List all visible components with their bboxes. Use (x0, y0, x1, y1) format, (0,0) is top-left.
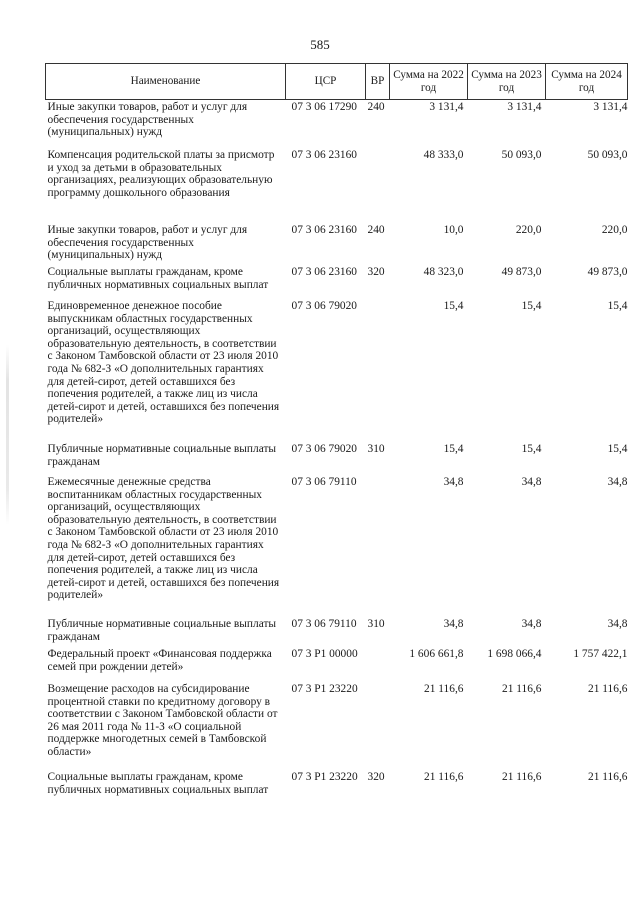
header-csr: ЦСР (286, 64, 366, 100)
row-vr (366, 299, 390, 442)
table-row (46, 617, 628, 647)
row-sum-2024: 220,0 (601, 224, 628, 236)
row-sum-2023: 50 093,0 (501, 149, 542, 161)
row-name: Публичные нормативные социальные выплаты гражданам (47, 618, 277, 643)
row-sum-2024: 50 093,0 (587, 149, 628, 161)
row-sum-2023: 34,8 (521, 476, 542, 488)
row-sum-2023: 15,4 (521, 443, 542, 455)
row-csr: 07 3 06 23160 (291, 266, 357, 278)
row-sum-2024: 15,4 (607, 300, 628, 312)
table-row (46, 299, 628, 442)
row-sum-2022: 3 131,4 (429, 101, 464, 113)
header-sum-2024: Сумма на 2024 год (546, 64, 628, 100)
row-sum-2023: 34,8 (521, 618, 542, 630)
row-sum-2022: 48 323,0 (423, 266, 464, 278)
row-sum-2024: 34,8 (607, 618, 628, 630)
table-header (46, 64, 628, 100)
row-csr: 07 3 P1 00000 (291, 648, 358, 660)
row-vr: 320 (367, 266, 385, 278)
table-row (46, 100, 628, 149)
row-sum-2023: 1 698 066,4 (487, 648, 542, 660)
table-row (46, 682, 628, 770)
row-name: Компенсация родительской платы за присмотр и уход за детьми в образовательных организациях, реализующих образовательную программу дошкольного образования (47, 149, 275, 199)
row-vr (366, 475, 390, 617)
row-csr: 07 3 06 17290 (291, 101, 357, 113)
row-csr: 07 3 P1 23220 (291, 683, 358, 695)
table-row (46, 223, 628, 265)
row-csr: 07 3 06 79020 (291, 443, 357, 455)
header-sum-2022: Сумма на 2022 год (390, 64, 468, 100)
header-sum-2023: Сумма на 2023 год (468, 64, 546, 100)
row-vr: 240 (367, 101, 385, 113)
row-sum-2024: 34,8 (607, 476, 628, 488)
row-name: Публичные нормативные социальные выплаты гражданам (47, 443, 277, 468)
row-sum-2022: 1 606 661,8 (409, 648, 464, 660)
row-name: Ежемесячные денежные средства воспитанникам областных государственных организаций, осуществляющих образовательную деятельность, в соответствии с Законом Тамбовской области от 23 июля 2010 года № 682-З «О дополнительных гарантиях для детей-сирот, детей оставшихся без попечения родителей, а также лиц из числа детей-сирот и детей, оставшихся без попечения родителей» (47, 476, 280, 602)
row-sum-2022: 34,8 (443, 618, 464, 630)
row-sum-2022: 15,4 (443, 300, 464, 312)
row-sum-2024: 3 131,4 (593, 101, 628, 113)
row-name: Единовременное денежное пособие выпускникам областных государственных организаций, осуществляющих образовательную деятельность, в соответствии с Законом Тамбовской области от 23 июля 2010 года № 682-З «О дополнительных гарантиях для детей-сирот, детей оставшихся без попечения родителей, а также лиц из числа детей-сирот и детей, оставшихся без попечения родителей» (47, 300, 280, 426)
row-sum-2023: 15,4 (521, 300, 542, 312)
row-name: Возмещение расходов на субсидирование процентной ставки по кредитному договору в соответствии с Законом Тамбовской области от 26 мая 2011 года № 11-З «О социальной поддержке многодетных семей в Тамбовской области» (47, 683, 278, 758)
row-csr: 07 3 06 23160 (291, 149, 357, 161)
row-sum-2023: 49 873,0 (501, 266, 542, 278)
row-name: Иные закупки товаров, работ и услуг для обеспечения государственных (муниципальных) нужд (47, 101, 248, 139)
row-sum-2024: 21 116,6 (588, 771, 628, 783)
row-vr: 310 (367, 618, 385, 630)
row-sum-2023: 21 116,6 (502, 771, 542, 783)
row-csr: 07 3 06 79110 (291, 476, 357, 488)
scan-margin-mark (6, 345, 9, 525)
row-name: Федеральный проект «Финансовая поддержка семей при рождении детей» (47, 648, 272, 673)
row-sum-2023: 3 131,4 (507, 101, 542, 113)
row-sum-2022: 15,4 (443, 443, 464, 455)
row-sum-2022: 48 333,0 (423, 149, 464, 161)
row-csr: 07 3 06 79020 (291, 300, 357, 312)
row-name: Социальные выплаты гражданам, кроме публичных нормативных социальных выплат (47, 266, 269, 291)
row-name: Иные закупки товаров, работ и услуг для обеспечения государственных (муниципальных) нужд (47, 224, 248, 262)
header-vr: ВР (366, 64, 390, 100)
row-sum-2023: 21 116,6 (502, 683, 542, 695)
row-csr: 07 3 06 79110 (291, 618, 357, 630)
table-body (46, 100, 628, 806)
budget-table (45, 63, 628, 805)
row-name: Социальные выплаты гражданам, кроме публичных нормативных социальных выплат (47, 771, 269, 796)
row-vr (366, 647, 390, 682)
row-sum-2022: 34,8 (443, 476, 464, 488)
table-row (46, 442, 628, 475)
row-vr (366, 682, 390, 770)
row-sum-2024: 21 116,6 (588, 683, 628, 695)
row-sum-2024: 49 873,0 (587, 266, 628, 278)
row-vr: 310 (367, 443, 385, 455)
header-name: Наименование (46, 64, 286, 100)
table-row (46, 148, 628, 223)
row-sum-2022: 21 116,6 (424, 683, 464, 695)
row-sum-2022: 21 116,6 (424, 771, 464, 783)
table-row (46, 475, 628, 617)
row-sum-2024: 15,4 (607, 443, 628, 455)
table-row (46, 265, 628, 299)
row-vr: 320 (367, 771, 385, 783)
page-number: 585 (310, 37, 330, 52)
row-sum-2023: 220,0 (515, 224, 542, 236)
row-sum-2022: 10,0 (443, 224, 464, 236)
row-csr: 07 3 06 23160 (291, 224, 357, 236)
row-sum-2024: 1 757 422,1 (573, 648, 628, 660)
table-row (46, 647, 628, 682)
row-csr: 07 3 P1 23220 (291, 771, 358, 783)
table-row (46, 770, 628, 805)
row-vr (366, 148, 390, 223)
row-vr: 240 (367, 224, 385, 236)
